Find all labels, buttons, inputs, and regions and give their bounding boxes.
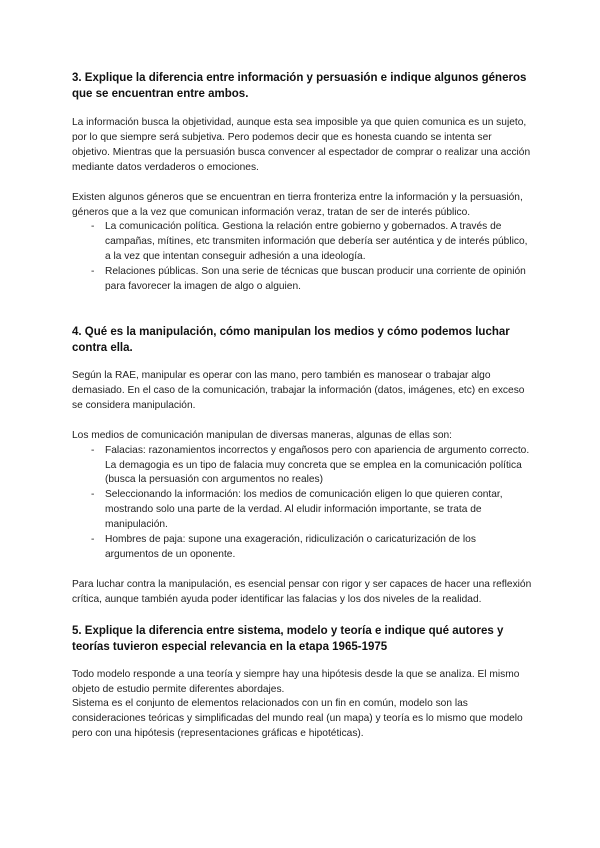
section-4-bullet-list <box>72 444 532 563</box>
list-item <box>91 488 532 533</box>
section-5-paragraph: Todo modelo responde a una teoría y siempre hay una hipótesis desde la que se analiza. El mismo objeto de estudio permite diferentes abordajes. <box>72 668 520 695</box>
list-item-text: La comunicación política. Gestiona la relación entre gobierno y gobernados. A través de campañas, mítines, etc transmiten información que debería ser auténtica y de interés público, a la vez que intentan conseguir adhesión a una ideología. <box>105 221 528 263</box>
section-3-bullet-list <box>72 220 532 295</box>
list-item-text: Hombres de paja: supone una exageración, ridiculización o caricaturización de los argumentos de un oponente. <box>105 534 476 560</box>
list-item-text: Seleccionando la información: los medios de comunicación eligen lo que quieren contar, mostrando solo una parte de la verdad. Al eludir información importante, se trata de manipulación. <box>105 489 503 531</box>
section-4-paragraph: Según la RAE, manipular es operar con las mano, pero también es manosear o trabajar algo demasiado. En el caso de la comunicación, trabajar la información (datos, imágenes, etc) en exceso se considera manipulación. <box>72 369 525 411</box>
bullet-dash: - <box>91 489 95 501</box>
list-item <box>91 265 532 295</box>
section-3-paragraph: Existen algunos géneros que se encuentran en tierra fronteriza entre la información y la persuasión, géneros que a la vez que comunican información veraz, tratan de ser de interés público. <box>72 191 523 218</box>
section-3-heading: 3. Explique la diferencia entre información y persuasión e indique algunos géneros que se encuentran entre ambos. <box>72 72 527 100</box>
section-4 <box>72 324 532 608</box>
bullet-dash: - <box>91 266 95 278</box>
list-item-text: Falacias: razonamientos incorrectos y engañosos pero con apariencia de argumento correcto. La demagogia es un tipo de falacia muy concreta que se emplea en la comunicación política (busca la persuasión con argumentos no reales) <box>105 444 530 486</box>
list-item <box>91 533 532 563</box>
bullet-dash: - <box>91 534 95 546</box>
section-5-heading: 5. Explique la diferencia entre sistema, modelo y teoría e indique qué autores y teorías tuvieron especial relevancia en la etapa 1965-1975 <box>72 624 504 653</box>
section-4-heading: 4. Qué es la manipulación, cómo manipulan los medios y cómo podemos luchar contra ella. <box>72 325 510 354</box>
list-item <box>91 220 532 265</box>
section-4-closing: Para luchar contra la manipulación, es esencial pensar con rigor y ser capaces de hacer una reflexión crítica, aunque también ayuda poder identificar las falacias y los dos niveles de la realidad. <box>72 578 532 605</box>
section-3-paragraph: La información busca la objetividad, aunque esta sea imposible ya que quien comunica es un sujeto, por lo que siempre será subjetiva. Pero podemos decir que es honesta cuando se intenta ser objetivo. Mientras que la persuasión busca convencer al espectador de comprar o realizar una acción mediante datos verdaderos o emociones. <box>72 117 531 173</box>
section-3 <box>72 70 532 295</box>
section-4-paragraph: Los medios de comunicación manipulan de diversas maneras, algunas de ellas son: <box>72 429 452 441</box>
bullet-dash: - <box>91 444 95 456</box>
bullet-dash: - <box>91 221 95 233</box>
list-item-text: Relaciones públicas. Son una serie de técnicas que buscan producir una corriente de opinión para favorecer la imagen de algo o alguien. <box>105 266 526 293</box>
document-body <box>72 70 532 742</box>
section-5 <box>72 623 532 743</box>
list-item <box>91 444 532 489</box>
section-5-paragraph: Sistema es el conjunto de elementos relacionados con un fin en común, modelo son las consideraciones teóricas y simplificadas del mundo real (un mapa) y teoría es lo mismo que modelo pero con una hipótesis (representaciones gráficas e hipotéticas). <box>72 698 523 740</box>
